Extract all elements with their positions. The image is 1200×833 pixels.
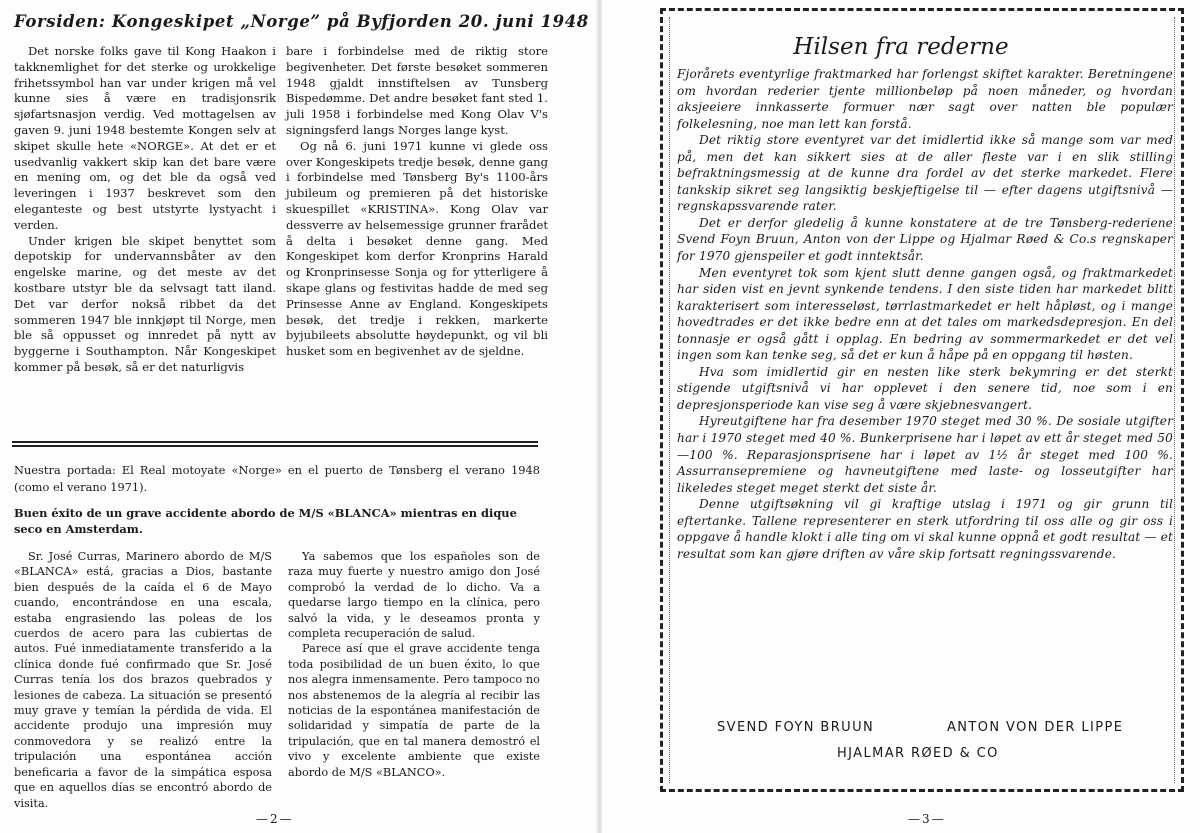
article-title: Forsiden: Kongeskipet „Norge” på Byfjorden 20. juni 1948 — [14, 12, 589, 31]
paragraph: Sr. José Curras, Marinero abordo de M/S «BLANCA» está, gracias a Dios, bastante bien después de la caída el 6 de Mayo cuando, encontrándose en una escala, estaba engrasiendo las poleas de los cuerdos de acero para las cubiertas de autos. Fué inmediatamente transferido a la clínica donde fué confirmado que Sr. José Curras tenía los dos brazos quebrados y lesiones de cabeza. La situación se presentó muy grave y temían la pérdida de vida. El accidente produjo una impresión muy conmovedora y se realizó entre la tripulación una espontánea acción beneficaria a favor de la simpática esposa que en aquellos días se encontró abordo de visita. — [14, 550, 272, 810]
paragraph: Hyreutgiftene har fra desember 1970 steget med 30 %. De sosiale utgifter har i 1970 steget med 40 %. Bunkerprisene har i løpet av ett år steget med 50—100 %. Reparasjonsprisene har i løpet av 1½ år steget med 100 %. Assurransepremiene og havneutgiftene med laste- og losseutgifter har likeledes steget meget sterkt det siste år. — [677, 414, 1173, 495]
paragraph: Det riktig store eventyret var det imidlertid ikke så mange som var med på, men det kan sikkert sies at de aller fleste var i en slik stilling befraktningsmessig at de kunne dra fordel av det sterke markedet. Flere tankskip sikret seg langsiktig beskjeftigelse til — efter dagens utgiftsnivå — regnskapssvarende rater. — [677, 133, 1173, 214]
right-page — [602, 0, 1200, 833]
paragraph: bare i forbindelse med de riktig store begivenheter. Det første besøket sommeren 1948 gjaldt innstiftelsen av Tunsberg Bispedømme. Det andre besøket fant sted 1. juli 1958 i forbindelse med Kong Olav V's signingsferd langs Norges lange kyst. — [286, 44, 548, 137]
paragraph: Parece así que el grave accidente tenga toda posibilidad de un buen éxito, lo que nos alegra inmensamente. Pero tampoco no nos abstenemos de la alegría al recibir las noticias de la espontánea manifestación de solidaridad y simpatía de parte de la tripulación, que en tal manera demostró el vivo y excelente ambiente que existe abordo de M/S «BLANCO». — [288, 642, 540, 779]
paragraph: Denne utgiftsøkning vil gi kraftige utslag i 1971 og gir grunn til eftertanke. Tallene representerer en sterk utfordring til oss alle og gir oss i oppgave å handle klokt i alle ting om vi skal kunne oppnå et godt resultat — et resultat som kan gjøre driften av våre skip fortsatt regningssvarende. — [677, 497, 1173, 561]
paragraph: Og nå 6. juni 1971 kunne vi glede oss over Kongeskipets tredje besøk, denne gang i forbindelse med Tønsberg By's 1100-års jubileum og premieren på det historiske skuespillet «KRISTINA». Kong Olav var dessverre av helsemessige grunner frarådet å delta i besøket denne gang. Med Kongeskipet kom derfor Kronprins Harald og Kronprinsesse Sonja og for ytterligere å skape glans og festivitas hadde de med seg Prinsesse Anne av England. Kongeskipets besøk, det tredje i rekken, markerte byjubileets absolutte høydepunkt, og vil bli husket som en begivenhet av de sjeldne. — [286, 138, 548, 359]
paragraph: Hva som imidlertid gir en nesten like sterk bekymring er det sterkt stigende utgiftsnivå vi har opplevet i den senere tid, noe som i en depresjonsperiode kan vise seg å være skjebnesvangert. — [677, 364, 1173, 412]
paragraph: Fjorårets eventyrlige fraktmarked har forlengst skiftet karakter. Beretningene om hvordan rederier tjente millionbeløp på noen måneder, og hvordan aksjeeiere innkasserte formuer nær sagt over natten ble populær folkelesning, noe man lett kan forstå. — [677, 67, 1173, 131]
paragraph: Det er derfor gledelig å kunne konstatere at de tre Tønsberg-rederiene Svend Foyn Bruun, Anton von der Lippe og Hjalmar Røed & Co.s regnskaper for 1970 gjenspeiler et godt inntektsår. — [677, 215, 1173, 264]
page-number: —3— — [908, 812, 946, 826]
page-number: —2— — [256, 812, 294, 826]
paragraph: Det norske folks gave til Kong Haakon i takknemlighet for det sterke og urokkelige frihetssymbol han var under krigen må vel kunne sies å være en tradisjonsrik sjøfartsnasjon verdig. Ved mottagelsen av gaven 9. juni 1948 bestemte Kongen selv at skipet skulle hete «NORGE». At det er et usedvanlig vakkert skip kan det bare være en mening om, og det ble da også ved leveringen i 1937 beskrevet som den eleganteste og best utstyrte lystyacht i verden. — [14, 44, 276, 232]
paragraph: Under krigen ble skipet benyttet som depotskip for undervannsbåter av den engelske marine, og det meste av det kostbare utstyr ble da selvsagt tatt iland. Det var derfor nokså ribbet da det sommeren 1947 ble innkjøpt til Norge, men ble så oppusset og innredet på nytt av byggerne i Southampton. Når Kongeskipet kommer på besøk, så er det naturligvis — [14, 233, 276, 374]
section-divider — [12, 441, 538, 447]
paragraph: Ya sabemos que los españoles son de raza muy fuerte y nuestro amigo don José comprobó la verdad de lo dicho. Va a quedarse largo tiempo en la clínica, pero salvó la vida, y le deseamos pronta y completa recuperación de salud. — [288, 550, 540, 641]
spanish-column-1 — [14, 549, 272, 811]
signatory: ANTON VON DER LIPPE — [947, 720, 1124, 735]
norwegian-column-1 — [14, 44, 276, 376]
spanish-column-2 — [288, 549, 540, 780]
spanish-headline: Buen éxito de un grave accidente abordo de M/S «BLANCA» mientras en dique seco en Amsterdam. — [14, 506, 517, 536]
letter-title: Hilsen fra rederne — [793, 34, 1009, 60]
left-page — [0, 0, 598, 833]
letter-body — [677, 66, 1173, 562]
signatory: HJALMAR RØED & CO — [837, 746, 999, 761]
spanish-caption: Nuestra portada: El Real motoyate «Norge» en el puerto de Tønsberg el verano 1948 (como el verano 1971). — [14, 463, 540, 494]
signatory: SVEND FOYN BRUUN — [717, 720, 875, 735]
paragraph: Men eventyret tok som kjent slutt denne gangen også, og fraktmarkedet har siden vist en jevnt synkende tendens. I den siste tiden har markedet blitt karakterisert som interesseløst, tørrlastmarkedet er helt håpløst, og i mange hovedtrades er det ikke bedre enn at det tales om markedsdepresjon. En del tonnasje er også gått i opplag. En bedring av sommermarkedet er det vel ingen som kan tenke seg, så det er kun å håpe på en oppgang til høsten. — [677, 265, 1173, 363]
norwegian-column-2 — [286, 44, 548, 360]
